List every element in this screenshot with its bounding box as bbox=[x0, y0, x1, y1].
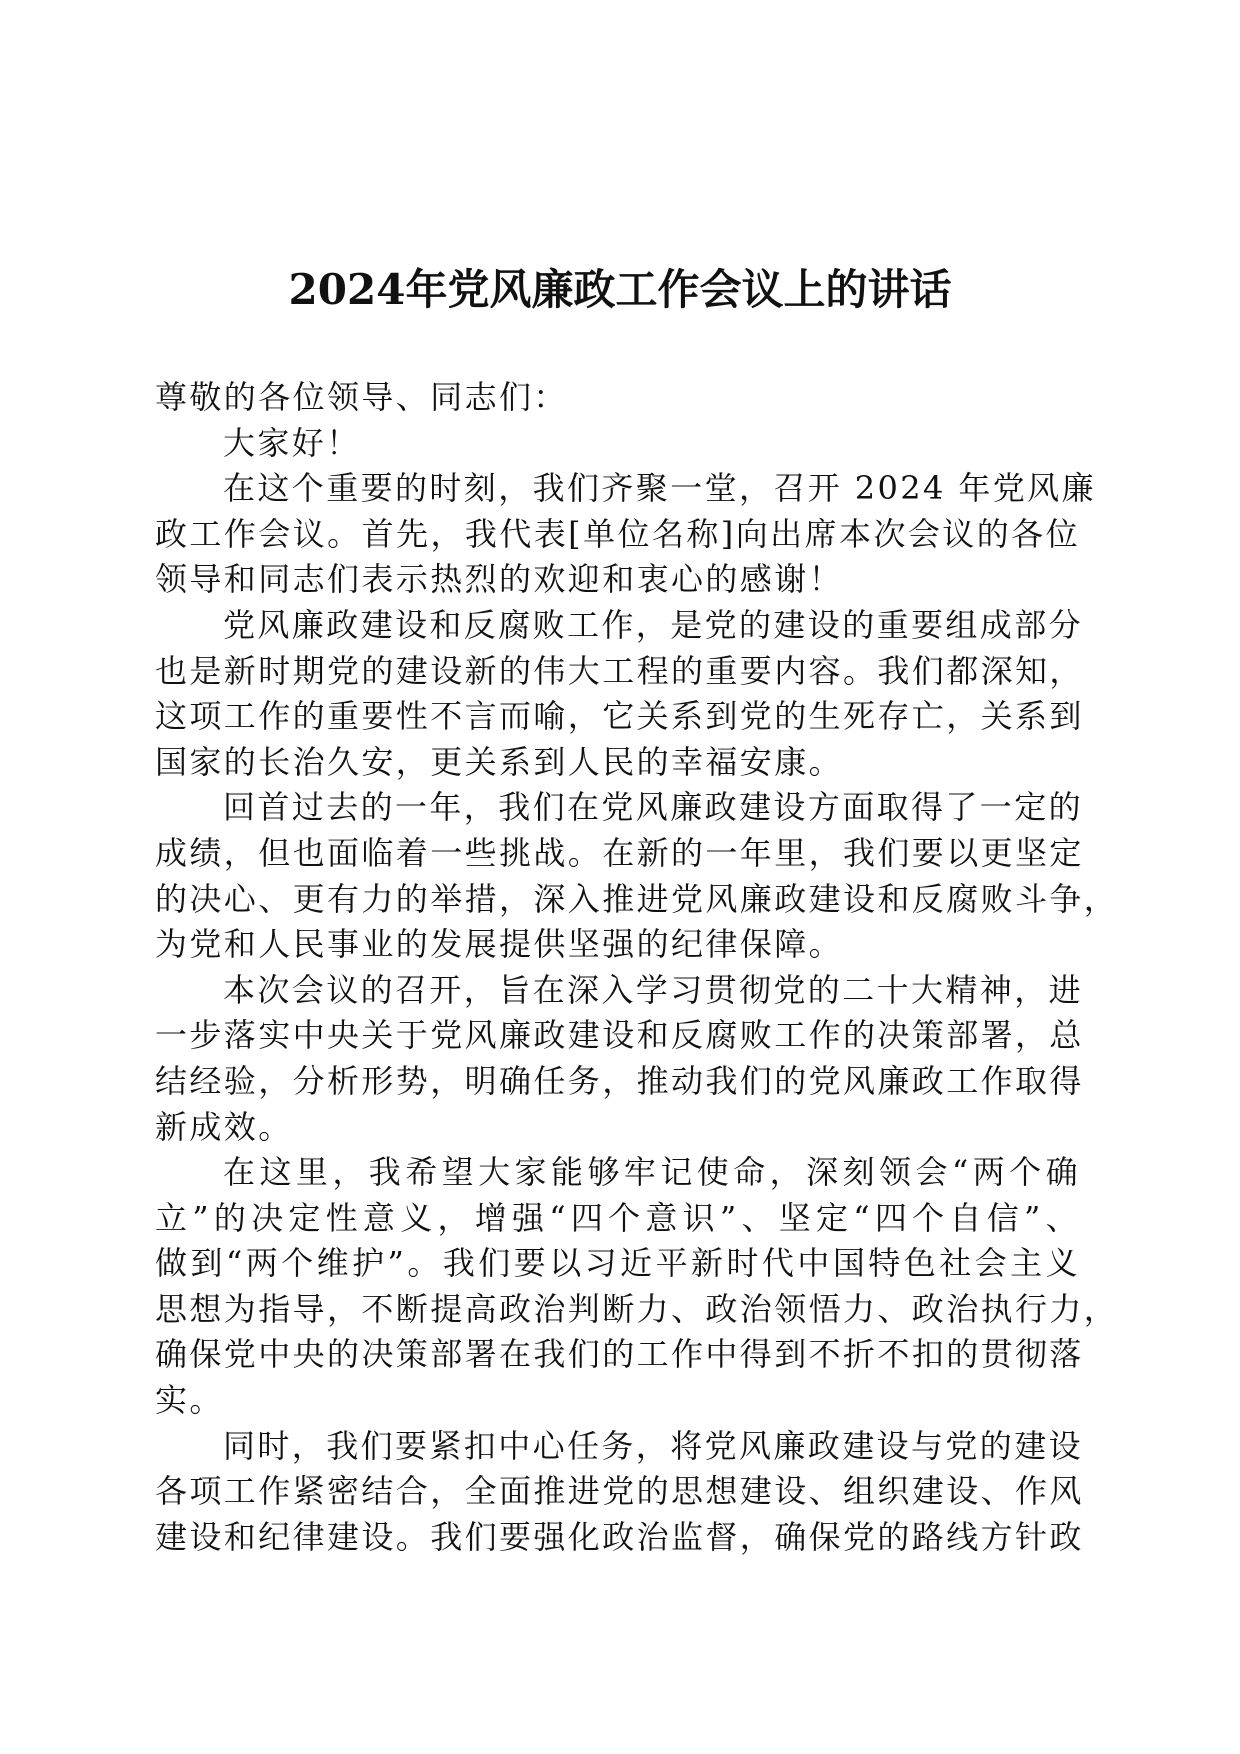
text-line: 在这里，我希望大家能够牢记使命，深刻领会“两个确 bbox=[223, 1153, 1080, 1192]
text-line: 成绩，但也面临着一些挑战。在新的一年里，我们要以更坚定 bbox=[155, 833, 1084, 872]
text-line: 这项工作的重要性不言而喻，它关系到党的生死存亡，关系到 bbox=[155, 697, 1084, 736]
text-line: 为党和人民事业的发展提供坚强的纪律保障。 bbox=[155, 925, 844, 964]
document-body bbox=[155, 375, 1119, 1560]
text-line: 思想为指导，不断提高政治判断力、政治领悟力、政治执行力， bbox=[155, 1289, 1119, 1328]
text-line: 本次会议的召开，旨在深入学习贯彻党的二十大精神，进 bbox=[223, 970, 1084, 1009]
text-line: 在这个重要的时刻，我们齐聚一堂，召开 2024 年党风廉 bbox=[223, 469, 1096, 508]
text-line: 党风廉政建设和反腐败工作，是党的建设的重要组成部分 bbox=[223, 605, 1084, 644]
text-line: 回首过去的一年，我们在党风廉政建设方面取得了一定的 bbox=[223, 788, 1084, 827]
text-line: 政工作会议。首先，我代表[单位名称]向出席本次会议的各位 bbox=[155, 514, 1080, 553]
text-line: 实。 bbox=[155, 1381, 224, 1420]
text-line: 一步落实中央关于党风廉政建设和反腐败工作的决策部署，总 bbox=[155, 1016, 1084, 1055]
text-line: 建设和纪律建设。我们要强化政治监督，确保党的路线方针政 bbox=[155, 1517, 1084, 1556]
text-line: 也是新时期党的建设新的伟大工程的重要内容。我们都深知， bbox=[155, 651, 1084, 690]
text-line: 尊敬的各位领导、同志们： bbox=[155, 378, 568, 416]
text-line: 大家好！ bbox=[223, 423, 361, 462]
text-line: 领导和同志们表示热烈的欢迎和衷心的感谢！ bbox=[155, 560, 844, 599]
text-line: 确保党中央的决策部署在我们的工作中得到不折不扣的贯彻落 bbox=[155, 1335, 1084, 1374]
text-line: 国家的长治久安，更关系到人民的幸福安康。 bbox=[155, 742, 844, 781]
text-line: 各项工作紧密结合，全面推进党的思想建设、组织建设、作风 bbox=[155, 1472, 1084, 1511]
text-line: 的决心、更有力的举措，深入推进党风廉政建设和反腐败斗争， bbox=[155, 879, 1119, 918]
text-line: 新成效。 bbox=[155, 1107, 293, 1146]
text-line: 立”的决定性意义，增强“四个意识”、坚定“四个自信”、 bbox=[155, 1198, 1080, 1237]
text-line: 结经验，分析形势，明确任务，推动我们的党风廉政工作取得 bbox=[155, 1061, 1084, 1100]
text-line: 同时，我们要紧扣中心任务，将党风廉政建设与党的建设 bbox=[223, 1426, 1084, 1465]
text-line: 做到“两个维护”。我们要以习近平新时代中国特色社会主义 bbox=[155, 1244, 1080, 1283]
document-title: 2024年党风廉政工作会议上的讲话 bbox=[288, 265, 952, 314]
